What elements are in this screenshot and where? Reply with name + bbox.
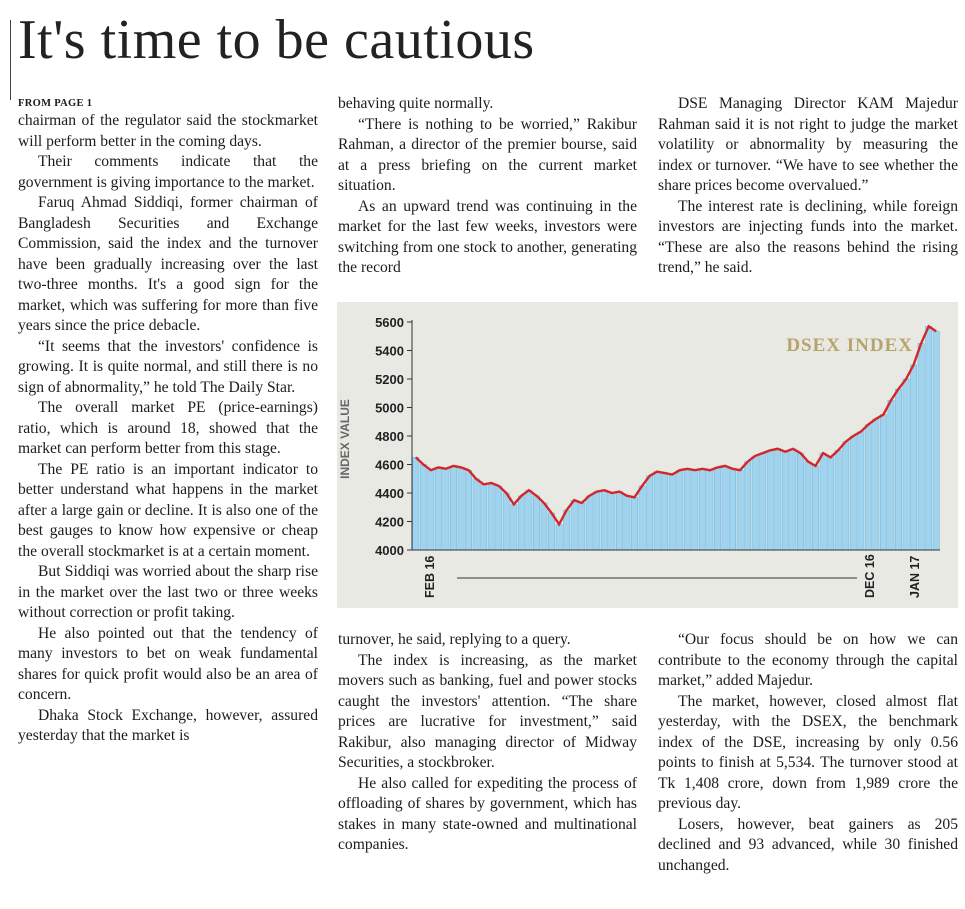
data-bar bbox=[435, 467, 441, 550]
paragraph: behaving quite normally. bbox=[338, 95, 494, 112]
data-bar bbox=[888, 400, 894, 550]
data-bar bbox=[827, 457, 833, 550]
paragraph: “There is nothing to be worried,” Rakibur Rahman, a director of the premier bourse, said at a press briefing on the current market situation. bbox=[338, 115, 637, 194]
x-tick-label: JAN 17 bbox=[908, 555, 922, 598]
data-bar bbox=[775, 449, 781, 550]
x-tick-label: DEC 16 bbox=[863, 554, 877, 598]
data-bar bbox=[609, 493, 615, 550]
paragraph: Dhaka Stock Exchange, however, assured yesterday that the market is bbox=[18, 706, 318, 744]
data-bar bbox=[760, 453, 766, 550]
data-bar bbox=[843, 442, 849, 550]
data-bar bbox=[918, 343, 924, 550]
data-bar bbox=[420, 465, 426, 551]
data-bar bbox=[639, 486, 645, 550]
chart-title: DSEX INDEX bbox=[786, 335, 913, 356]
data-bar bbox=[880, 415, 886, 550]
data-bar bbox=[458, 467, 464, 550]
data-bar bbox=[782, 452, 788, 550]
column-2-bottom bbox=[338, 630, 637, 856]
data-bar bbox=[790, 449, 796, 550]
paragraph: He also pointed out that the tendency of many investors to bet on weak fundamental shares for quick profit would also be an area of concern. bbox=[18, 624, 318, 703]
from-page-label: FROM PAGE 1 bbox=[18, 98, 93, 109]
dsex-chart bbox=[337, 302, 958, 608]
data-bar bbox=[556, 524, 562, 550]
paragraph: “Our focus should be on how we can contribute to the economy through the capital market,” added Majedur. bbox=[658, 631, 958, 689]
data-bar bbox=[465, 470, 471, 550]
column-3-bottom bbox=[658, 630, 958, 876]
data-bar bbox=[714, 467, 720, 550]
paragraph: Faruq Ahmad Siddiqi, former chairman of Bangladesh Securities and Exchange Commission, said the index and the turnover have been gradually increasing over the last two-three months. It's a good sign for the market, which was suffering for more than five years since the price debacle. bbox=[18, 194, 318, 334]
data-bar bbox=[669, 474, 675, 550]
y-tick-label: 5000 bbox=[375, 400, 404, 416]
y-tick-label: 4600 bbox=[375, 457, 404, 473]
data-bar bbox=[692, 470, 698, 550]
data-bar bbox=[737, 470, 743, 550]
data-bar bbox=[480, 484, 486, 550]
data-bar bbox=[865, 425, 871, 550]
data-bar bbox=[496, 486, 502, 550]
y-tick-label: 4800 bbox=[375, 429, 404, 444]
data-bar bbox=[616, 492, 622, 550]
data-bar bbox=[699, 469, 705, 550]
data-bar bbox=[443, 469, 449, 550]
data-bar bbox=[533, 496, 539, 550]
paragraph: The overall market PE (price-earnings) ratio, which is around 18, showed that the market can perform better from this stage. bbox=[18, 399, 318, 457]
data-bar bbox=[722, 466, 728, 550]
data-bar bbox=[586, 496, 592, 550]
data-bar bbox=[571, 500, 577, 550]
y-tick-label: 5600 bbox=[375, 315, 404, 330]
data-bar bbox=[631, 497, 637, 550]
data-bar bbox=[624, 496, 630, 550]
data-bar bbox=[903, 379, 909, 550]
data-bar bbox=[579, 503, 585, 550]
y-axis-label: INDEX VALUE bbox=[338, 399, 352, 479]
column-1 bbox=[18, 97, 318, 747]
y-tick-label: 5200 bbox=[375, 372, 404, 387]
paragraph: He also called for expediting the process of offloading of shares by government, which has stakes in many state-owned and multinational companies. bbox=[338, 774, 637, 853]
paragraph: “It seems that the investors' confidence is growing. It is quite normal, and still there is no sign of abnormality,” he told The Daily Star. bbox=[18, 337, 318, 396]
data-bar bbox=[594, 492, 600, 550]
data-bar bbox=[413, 457, 419, 550]
data-bar bbox=[744, 462, 750, 550]
paragraph: The interest rate is declining, while foreign investors are injecting funds into the market. “These are also the reasons behind the rising trend,” he said. bbox=[658, 197, 958, 276]
x-tick-label: FEB 16 bbox=[423, 555, 437, 598]
paragraph: As an upward trend was continuing in the market for the last few weeks, investors were switching from one stock to another, generating the record bbox=[338, 197, 637, 276]
data-bar bbox=[873, 419, 879, 550]
data-bar bbox=[511, 504, 517, 550]
y-tick-label: 4400 bbox=[375, 486, 404, 501]
data-bar bbox=[858, 432, 864, 550]
data-bar bbox=[767, 450, 773, 550]
data-bar bbox=[850, 436, 856, 550]
data-bar bbox=[488, 483, 494, 550]
data-bar bbox=[684, 469, 690, 550]
y-tick-label: 4000 bbox=[375, 543, 404, 558]
data-bar bbox=[518, 496, 524, 550]
data-bar bbox=[933, 331, 939, 550]
paragraph: DSE Managing Director KAM Majedur Rahman said it is not right to judge the market volatility or abnormality by measuring the index or turnover. “We have to see whether the share prices become overvalued.” bbox=[658, 95, 958, 194]
paragraph: The PE ratio is an important indicator to better understand what happens in the market after a large gain or decline. It is also one of the best gauges to know how expensive or cheap the overall stockmarket is at a certain moment. bbox=[18, 460, 318, 560]
data-bar bbox=[812, 466, 818, 550]
y-tick-label: 4200 bbox=[375, 514, 404, 530]
paragraph: The market, however, closed almost flat yesterday, with the DSEX, the benchmark index of the DSE, increasing by only 0.56 points to finish at 5,534. The turnover stood at Tk 1,408 crore, down from 1,989 crore the previous day. bbox=[658, 692, 958, 812]
paragraph: chairman of the regulator said the stockmarket will perform better in the coming days. bbox=[18, 112, 318, 150]
data-bar bbox=[526, 490, 532, 550]
paragraph: Losers, however, beat gainers as 205 declined and 93 advanced, while 30 finished unchanged. bbox=[658, 815, 958, 874]
data-bar bbox=[503, 493, 509, 550]
paragraph: Their comments indicate that the government is giving importance to the market. bbox=[18, 153, 318, 191]
data-bar bbox=[707, 470, 713, 550]
left-rule bbox=[10, 20, 11, 100]
data-bar bbox=[797, 453, 803, 550]
data-bar bbox=[473, 479, 479, 550]
data-bar bbox=[835, 450, 841, 550]
data-bar bbox=[654, 472, 660, 550]
chart-svg bbox=[337, 302, 958, 608]
paragraph: But Siddiqi was worried about the sharp rise in the market over the last two or three weeks without correction or profit taking. bbox=[18, 563, 318, 621]
data-bar bbox=[646, 476, 652, 550]
paragraph: The index is increasing, as the market movers such as banking, fuel and power stocks caught the investors' attention. “The share prices are lucrative for investment,” said Rakibur, also managing director of Midway Securities, a stockbroker. bbox=[338, 651, 637, 771]
paragraph: turnover, he said, replying to a query. bbox=[338, 631, 571, 648]
data-bar bbox=[729, 469, 735, 550]
headline: It's time to be cautious bbox=[18, 9, 535, 71]
data-bar bbox=[548, 513, 554, 550]
data-bar bbox=[677, 470, 683, 550]
data-bar bbox=[450, 466, 456, 550]
data-bar bbox=[895, 389, 901, 550]
data-bar bbox=[428, 470, 434, 550]
y-tick-label: 5400 bbox=[375, 343, 404, 359]
data-bar bbox=[662, 473, 668, 550]
data-bar bbox=[541, 503, 547, 550]
data-bar bbox=[752, 456, 758, 550]
data-bar bbox=[910, 365, 916, 550]
column-3-top bbox=[658, 94, 958, 279]
data-bar bbox=[820, 453, 826, 550]
data-bar bbox=[601, 490, 607, 550]
column-2-top bbox=[338, 94, 637, 279]
data-bar bbox=[805, 462, 811, 550]
data-bar bbox=[926, 326, 932, 550]
